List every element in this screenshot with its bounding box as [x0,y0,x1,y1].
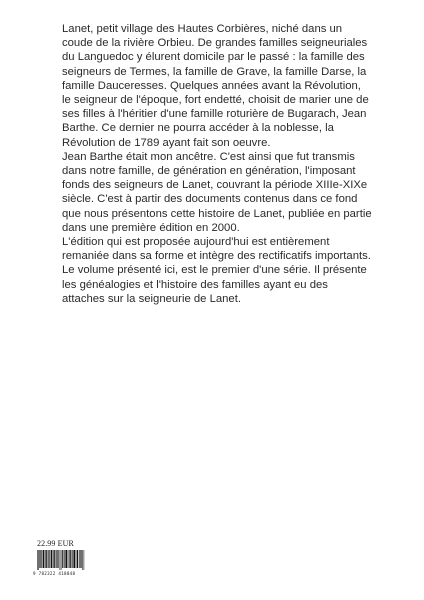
synopsis-paragraph-4: Le volume présenté ici, est le premier d'une série. Il présente les généalogies et l'histoire des familles ayant eu des attaches sur la seigneurie de Lanet. [62,264,367,305]
synopsis-text [62,22,372,306]
barcode-icon [37,550,85,570]
synopsis-paragraph-3: L'édition qui est proposée aujourd'hui est entièrement remaniée dans sa forme et intègre des rectificatifs importants. [62,236,371,263]
synopsis-paragraph-1: Lanet, petit village des Hautes Corbières, niché dans un coude de la rivière Orbieu. De grandes familles seigneuriales du Languedoc y élurent domicile par le passé : la famille des seigneurs de Termes, la famille de Grave, la famille Darse, la famille Dauceresses. Quelques années avant la Révolution, le seigneur de l'époque, fort endetté, choisit de marier une de ses filles à l'héritier d'une famille roturière de Bugarach, Jean Barthe. Ce dernier ne pourra accéder à la noblesse, la Révolution de 1789 ayant fait son oeuvre. [62,23,369,149]
barcode-digits: 9 782322 418848 [33,571,76,576]
price-label: 22.99 EUR [37,539,74,548]
synopsis-paragraph-2: Jean Barthe était mon ancêtre. C'est ainsi que fut transmis dans notre famille, de génération en génération, l'imposant fonds des seigneurs de Lanet, couvrant la période XIIIe-XIXe siècle. C'est à partir des documents contenus dans ce fond que nous présentons cette histoire de Lanet, publiée en partie dans une première édition en 2000. [62,150,372,234]
